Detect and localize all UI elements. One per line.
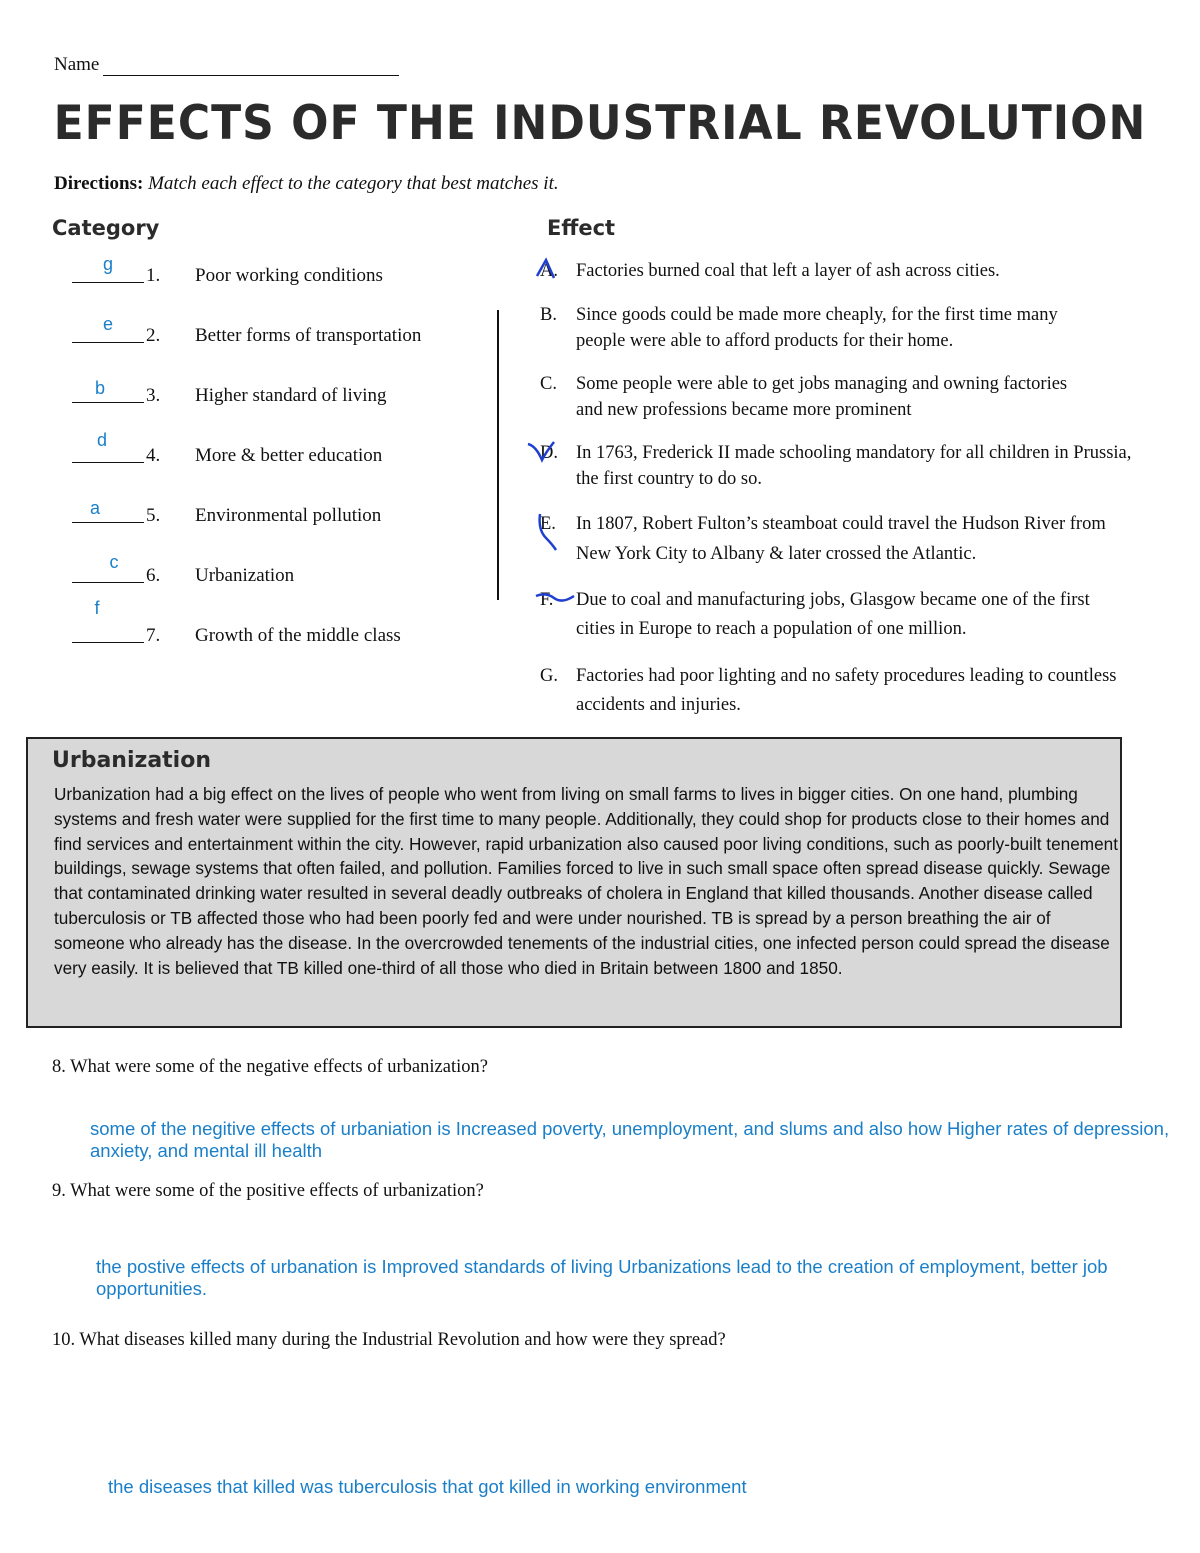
category-row — [72, 254, 492, 290]
category-row — [72, 598, 492, 650]
category-label: Higher standard of living — [195, 385, 387, 406]
urbanization-text: Urbanization had a big effect on the lives of people who went from living on small farms to lives in bigger cities. On one hand, plumbing systems and fresh water were supplied for the first time to many people. Additionally, they could shop for products close to their homes and find services and entertainment within the city. However, rapid urbanization also caused poor living conditions, such as poorly-built tenement buildings, sewage systems that often failed, and pollution. Families forced to live in such small space often spread disease quickly. Sewage that contaminated drinking water resulted in several deadly outbreaks of cholera in England that killed thousands. Another disease called tuberculosis or TB affected those who had been poorly fed and were under nourished. TB is spread by a person breathing the air of someone who already has the disease. In the overcrowded tenements of the industrial cities, one infected person could spread the disease very easily. It is believed that TB killed one-third of all those who died in Britain between 1800 and 1850. — [54, 784, 1118, 978]
answer-9[interactable]: the postive effects of urbanation is Improved standards of living Urbanizations lead to the creation of employment, better job opportunities. — [96, 1256, 1108, 1299]
directions — [54, 173, 559, 195]
handwritten-answer: g — [102, 254, 113, 274]
column-divider — [497, 310, 499, 600]
effect-letter: A. — [540, 261, 558, 281]
effect-letter: E. — [540, 514, 556, 534]
effect-letter: C. — [540, 374, 557, 394]
category-heading: Category — [52, 216, 160, 240]
answer-blank[interactable] — [72, 522, 144, 523]
category-label: Urbanization — [195, 565, 295, 586]
category-label: Poor working conditions — [195, 265, 383, 286]
answer-blank[interactable] — [72, 342, 144, 343]
category-row — [72, 314, 492, 350]
category-number: 4. — [146, 445, 161, 466]
category-label: Environmental pollution — [195, 505, 382, 526]
effect-letter: B. — [540, 305, 557, 325]
category-number: 3. — [146, 385, 161, 406]
answer-10[interactable]: the diseases that killed was tuberculosis that got killed in working environment — [108, 1476, 747, 1497]
answer-blank[interactable] — [72, 642, 144, 643]
effect-text: Due to coal and manufacturing jobs, Glasgow became one of the first cities in Europe to reach a population of one million. — [576, 590, 1090, 639]
effect-text: Some people were able to get jobs managing and owning factories and new professions became more prominent — [576, 374, 1068, 420]
question-8: 8. What were some of the negative effects of urbanization? — [52, 1057, 488, 1077]
name-line — [54, 54, 399, 76]
category-label: More & better education — [195, 445, 383, 466]
effect-letter: G. — [540, 666, 558, 686]
effect-text: Factories had poor lighting and no safety procedures leading to countless accidents and injuries. — [576, 666, 1117, 715]
category-label: Better forms of transportation — [195, 325, 422, 346]
category-number: 6. — [146, 565, 161, 586]
answer-blank[interactable] — [72, 402, 144, 403]
handwritten-answer: d — [96, 430, 107, 450]
question-9: 9. What were some of the positive effects of urbanization? — [52, 1181, 484, 1201]
category-label: Growth of the middle class — [195, 625, 401, 646]
handwritten-answer: a — [89, 498, 100, 518]
answer-8[interactable]: some of the negitive effects of urbaniation is Increased poverty, unemployment, and slums and also how Higher rates of depression, anxiety, and mental ill health — [90, 1118, 1170, 1161]
effect-text: In 1807, Robert Fulton’s steamboat could travel the Hudson River from New York City to Albany & later crossed the Atlantic. — [576, 514, 1106, 564]
effect-text: Factories burned coal that left a layer of ash across cities. — [576, 261, 1000, 281]
handwritten-answer: b — [94, 378, 105, 398]
handwritten-answer: e — [102, 314, 113, 334]
effect-letter: F. — [540, 590, 554, 610]
category-number: 1. — [146, 265, 161, 286]
name-label: Name — [54, 54, 100, 75]
category-number: 2. — [146, 325, 161, 346]
effect-letter: D. — [540, 443, 558, 463]
category-number: 5. — [146, 505, 161, 526]
handwritten-answer: c — [109, 552, 119, 572]
pen-checkmark — [534, 256, 564, 282]
category-row — [72, 552, 492, 590]
pen-checkmark — [534, 510, 564, 554]
pen-checkmark — [524, 440, 560, 470]
answer-blank[interactable] — [72, 282, 144, 283]
effect-heading: Effect — [547, 216, 616, 240]
answer-blank[interactable] — [72, 582, 144, 583]
handwritten-answer: f — [94, 598, 100, 618]
effect-text: In 1763, Frederick II made schooling mandatory for all children in Prussia, the first country to do so. — [576, 443, 1132, 489]
urbanization-title: Urbanization — [52, 748, 211, 773]
directions-text: Match each effect to the category that best matches it. — [148, 173, 559, 194]
category-number: 7. — [146, 625, 161, 646]
category-row — [72, 500, 492, 530]
category-row — [72, 430, 492, 470]
page-title: EFFECTS OF THE INDUSTRIAL REVOLUTION — [53, 95, 1147, 152]
name-blank[interactable] — [103, 57, 399, 76]
pen-checkmark — [532, 588, 580, 618]
question-10: 10. What diseases killed many during the Industrial Revolution and how were they spread? — [52, 1330, 726, 1350]
category-row — [72, 380, 492, 410]
effect-text: Since goods could be made more cheaply, for the first time many people were able to afford products for their home. — [576, 305, 1058, 351]
directions-label: Directions: — [54, 173, 144, 194]
answer-blank[interactable] — [72, 462, 144, 463]
